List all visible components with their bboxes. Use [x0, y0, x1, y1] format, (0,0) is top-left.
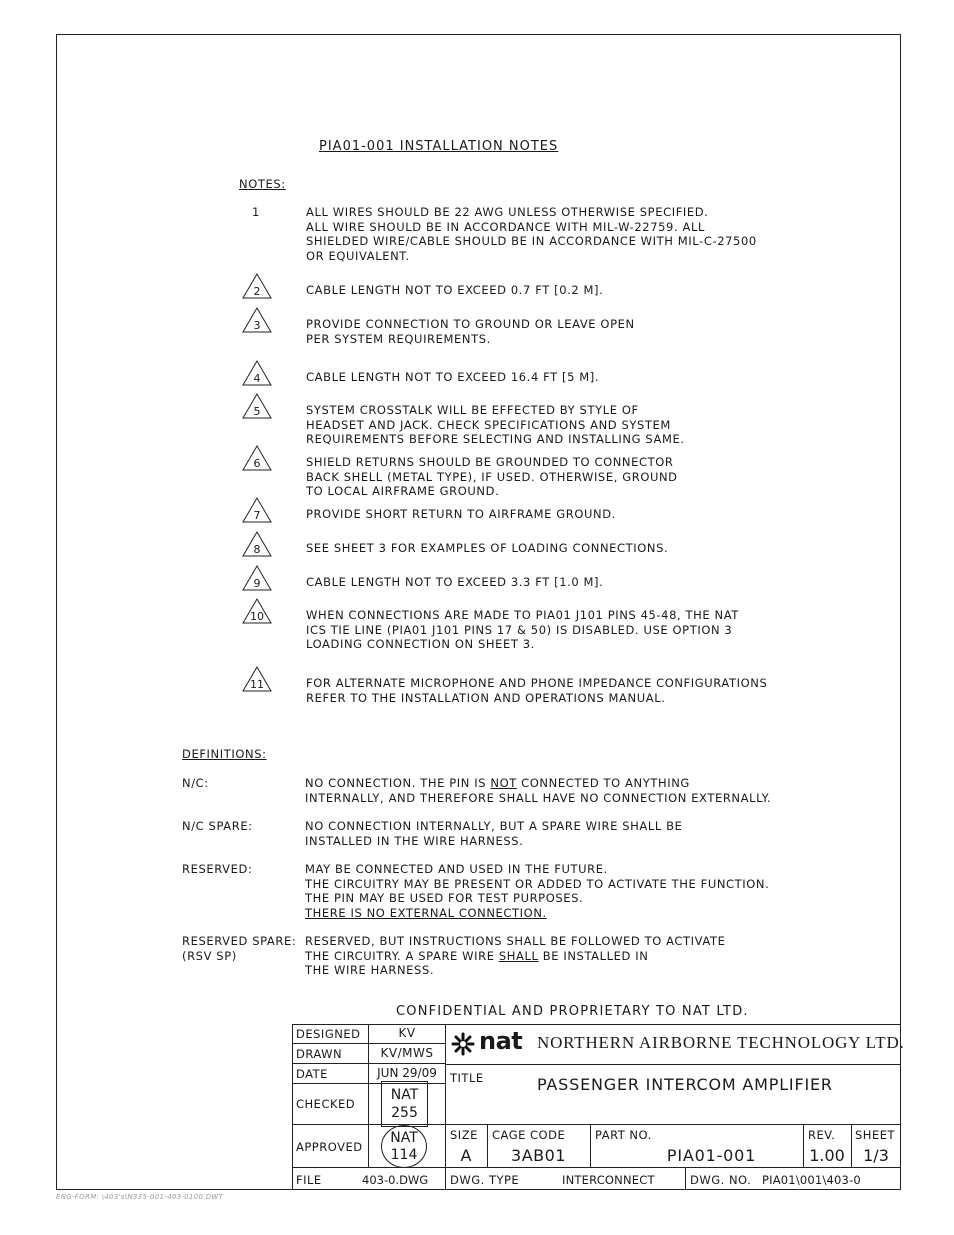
note-text: ALL WIRES SHOULD BE 22 AWG UNLESS OTHERWISE SPECIFIED. ALL WIRE SHOULD BE IN ACCORDANCE WITH MIL-W-22759. ALL SHIELDED WIRE/CABLE SHOULD BE IN ACCORDANCE WITH MIL-C-27500 OR EQUIVALENT. — [306, 205, 757, 263]
revision-triangle-icon: 11 — [242, 666, 272, 692]
date-value: JUN 29/09 — [377, 1066, 437, 1080]
revision-triangle-icon: 9 — [242, 565, 272, 591]
approved-label: APPROVED — [296, 1140, 363, 1154]
dwg-no-label: DWG. NO. — [690, 1173, 752, 1187]
note-text: SHIELD RETURNS SHOULD BE GROUNDED TO CONNECTOR BACK SHELL (METAL TYPE), IF USED. OTHERWISE, GROUND TO LOCAL AIRFRAME GROUND. — [306, 455, 678, 499]
definition-text: RESERVED, BUT INSTRUCTIONS SHALL BE FOLLOWED TO ACTIVATE THE CIRCUITRY. A SPARE WIRE SHALL BE INSTALLED IN THE WIRE HARNESS. — [305, 934, 726, 978]
revision-triangle-icon: 5 — [242, 393, 272, 419]
date-label: DATE — [296, 1067, 328, 1081]
size-value: A — [460, 1146, 472, 1165]
definitions-label: DEFINITIONS: — [182, 747, 267, 761]
designed-label: DESIGNED — [296, 1027, 361, 1041]
note-marker: 1 — [252, 205, 260, 219]
definition-text: NO CONNECTION INTERNALLY, BUT A SPARE WIRE SHALL BE INSTALLED IN THE WIRE HARNESS. — [305, 819, 683, 848]
rev-value: 1.00 — [809, 1146, 845, 1165]
revision-triangle-icon: 7 — [242, 497, 272, 523]
definition-text: NO CONNECTION. THE PIN IS NOT CONNECTED TO ANYTHING INTERNALLY, AND THEREFORE SHALL HAVE NO CONNECTION EXTERNALLY. — [305, 776, 772, 805]
cage-code-label: CAGE CODE — [492, 1128, 566, 1142]
checked-stamp: NAT 255 — [381, 1081, 428, 1127]
note-text: FOR ALTERNATE MICROPHONE AND PHONE IMPEDANCE CONFIGURATIONS REFER TO THE INSTALLATION AND OPERATIONS MANUAL. — [306, 676, 768, 705]
drawn-label: DRAWN — [296, 1047, 343, 1061]
drawing-title: PASSENGER INTERCOM AMPLIFIER — [537, 1075, 833, 1094]
note-text: WHEN CONNECTIONS ARE MADE TO PIA01 J101 PINS 45-48, THE NAT ICS TIE LINE (PIA01 J101 PINS 17 & 50) IS DISABLED. USE OPTION 3 LOADING CONNECTION ON SHEET 3. — [306, 608, 739, 652]
checked-label: CHECKED — [296, 1097, 356, 1111]
company-name: NORTHERN AIRBORNE TECHNOLOGY LTD. — [537, 1033, 905, 1052]
sheet-value: 1/3 — [863, 1146, 889, 1165]
note-text: CABLE LENGTH NOT TO EXCEED 3.3 FT [1.0 M]. — [306, 575, 604, 589]
definition-term: RESERVED SPARE: (RSV SP) — [182, 934, 297, 963]
definition-term: N/C SPARE: — [182, 819, 253, 833]
file-value: 403-0.DWG — [362, 1173, 429, 1187]
part-no-value: PIA01-001 — [666, 1146, 757, 1165]
revision-triangle-icon: 8 — [242, 531, 272, 557]
file-label: FILE — [296, 1173, 322, 1187]
note-text: CABLE LENGTH NOT TO EXCEED 0.7 FT [0.2 M]. — [306, 283, 604, 297]
notes-label: NOTES: — [239, 177, 286, 191]
revision-triangle-icon: 4 — [242, 360, 272, 386]
sheet-label: SHEET — [855, 1128, 896, 1142]
note-text: SYSTEM CROSSTALK WILL BE EFFECTED BY STYLE OF HEADSET AND JACK. CHECK SPECIFICATIONS AND SYSTEM REQUIREMENTS BEFORE SELECTING AND INSTALLING SAME. — [306, 403, 685, 447]
revision-triangle-icon: 10 — [242, 598, 272, 624]
note-text: PROVIDE CONNECTION TO GROUND OR LEAVE OPEN PER SYSTEM REQUIREMENTS. — [306, 317, 635, 346]
approved-stamp: NAT 114 — [381, 1125, 427, 1168]
rev-label: REV. — [808, 1128, 836, 1142]
cage-code-value: 3AB01 — [511, 1146, 566, 1165]
designed-value: KV — [398, 1026, 416, 1040]
part-no-label: PART NO. — [595, 1128, 652, 1142]
dwg-type-value: INTERCONNECT — [562, 1173, 655, 1187]
definition-term: RESERVED: — [182, 862, 253, 876]
note-text: CABLE LENGTH NOT TO EXCEED 16.4 FT [5 M]. — [306, 370, 600, 384]
revision-triangle-icon: 3 — [242, 307, 272, 333]
definition-text: MAY BE CONNECTED AND USED IN THE FUTURE. THE CIRCUITRY MAY BE PRESENT OR ADDED TO ACTIVATE THE FUNCTION. THE PIN MAY BE USED FOR TEST PURPOSES. THERE IS NO EXTERNAL CONNECTION. — [305, 862, 770, 920]
notes-heading: PIA01-001 INSTALLATION NOTES — [319, 139, 559, 154]
note-text: PROVIDE SHORT RETURN TO AIRFRAME GROUND. — [306, 507, 616, 521]
dwg-no-value: PIA01\001\403-0 — [762, 1173, 861, 1187]
nat-logo-icon — [451, 1032, 481, 1056]
confidential-notice: CONFIDENTIAL AND PROPRIETARY TO NAT LTD. — [396, 1004, 749, 1019]
definition-term: N/C: — [182, 776, 209, 790]
title-label: TITLE — [450, 1071, 484, 1085]
nat-logo-text: nat — [479, 1027, 523, 1055]
drawn-value: KV/MWS — [380, 1046, 434, 1060]
dwg-type-label: DWG. TYPE — [450, 1173, 520, 1187]
size-label: SIZE — [450, 1128, 478, 1142]
note-text: SEE SHEET 3 FOR EXAMPLES OF LOADING CONNECTIONS. — [306, 541, 669, 555]
revision-triangle-icon: 6 — [242, 445, 272, 471]
template-path: ENG-FORM: \403's\N335-001-403-0100.DWT — [56, 1193, 224, 1201]
revision-triangle-icon: 2 — [242, 273, 272, 299]
